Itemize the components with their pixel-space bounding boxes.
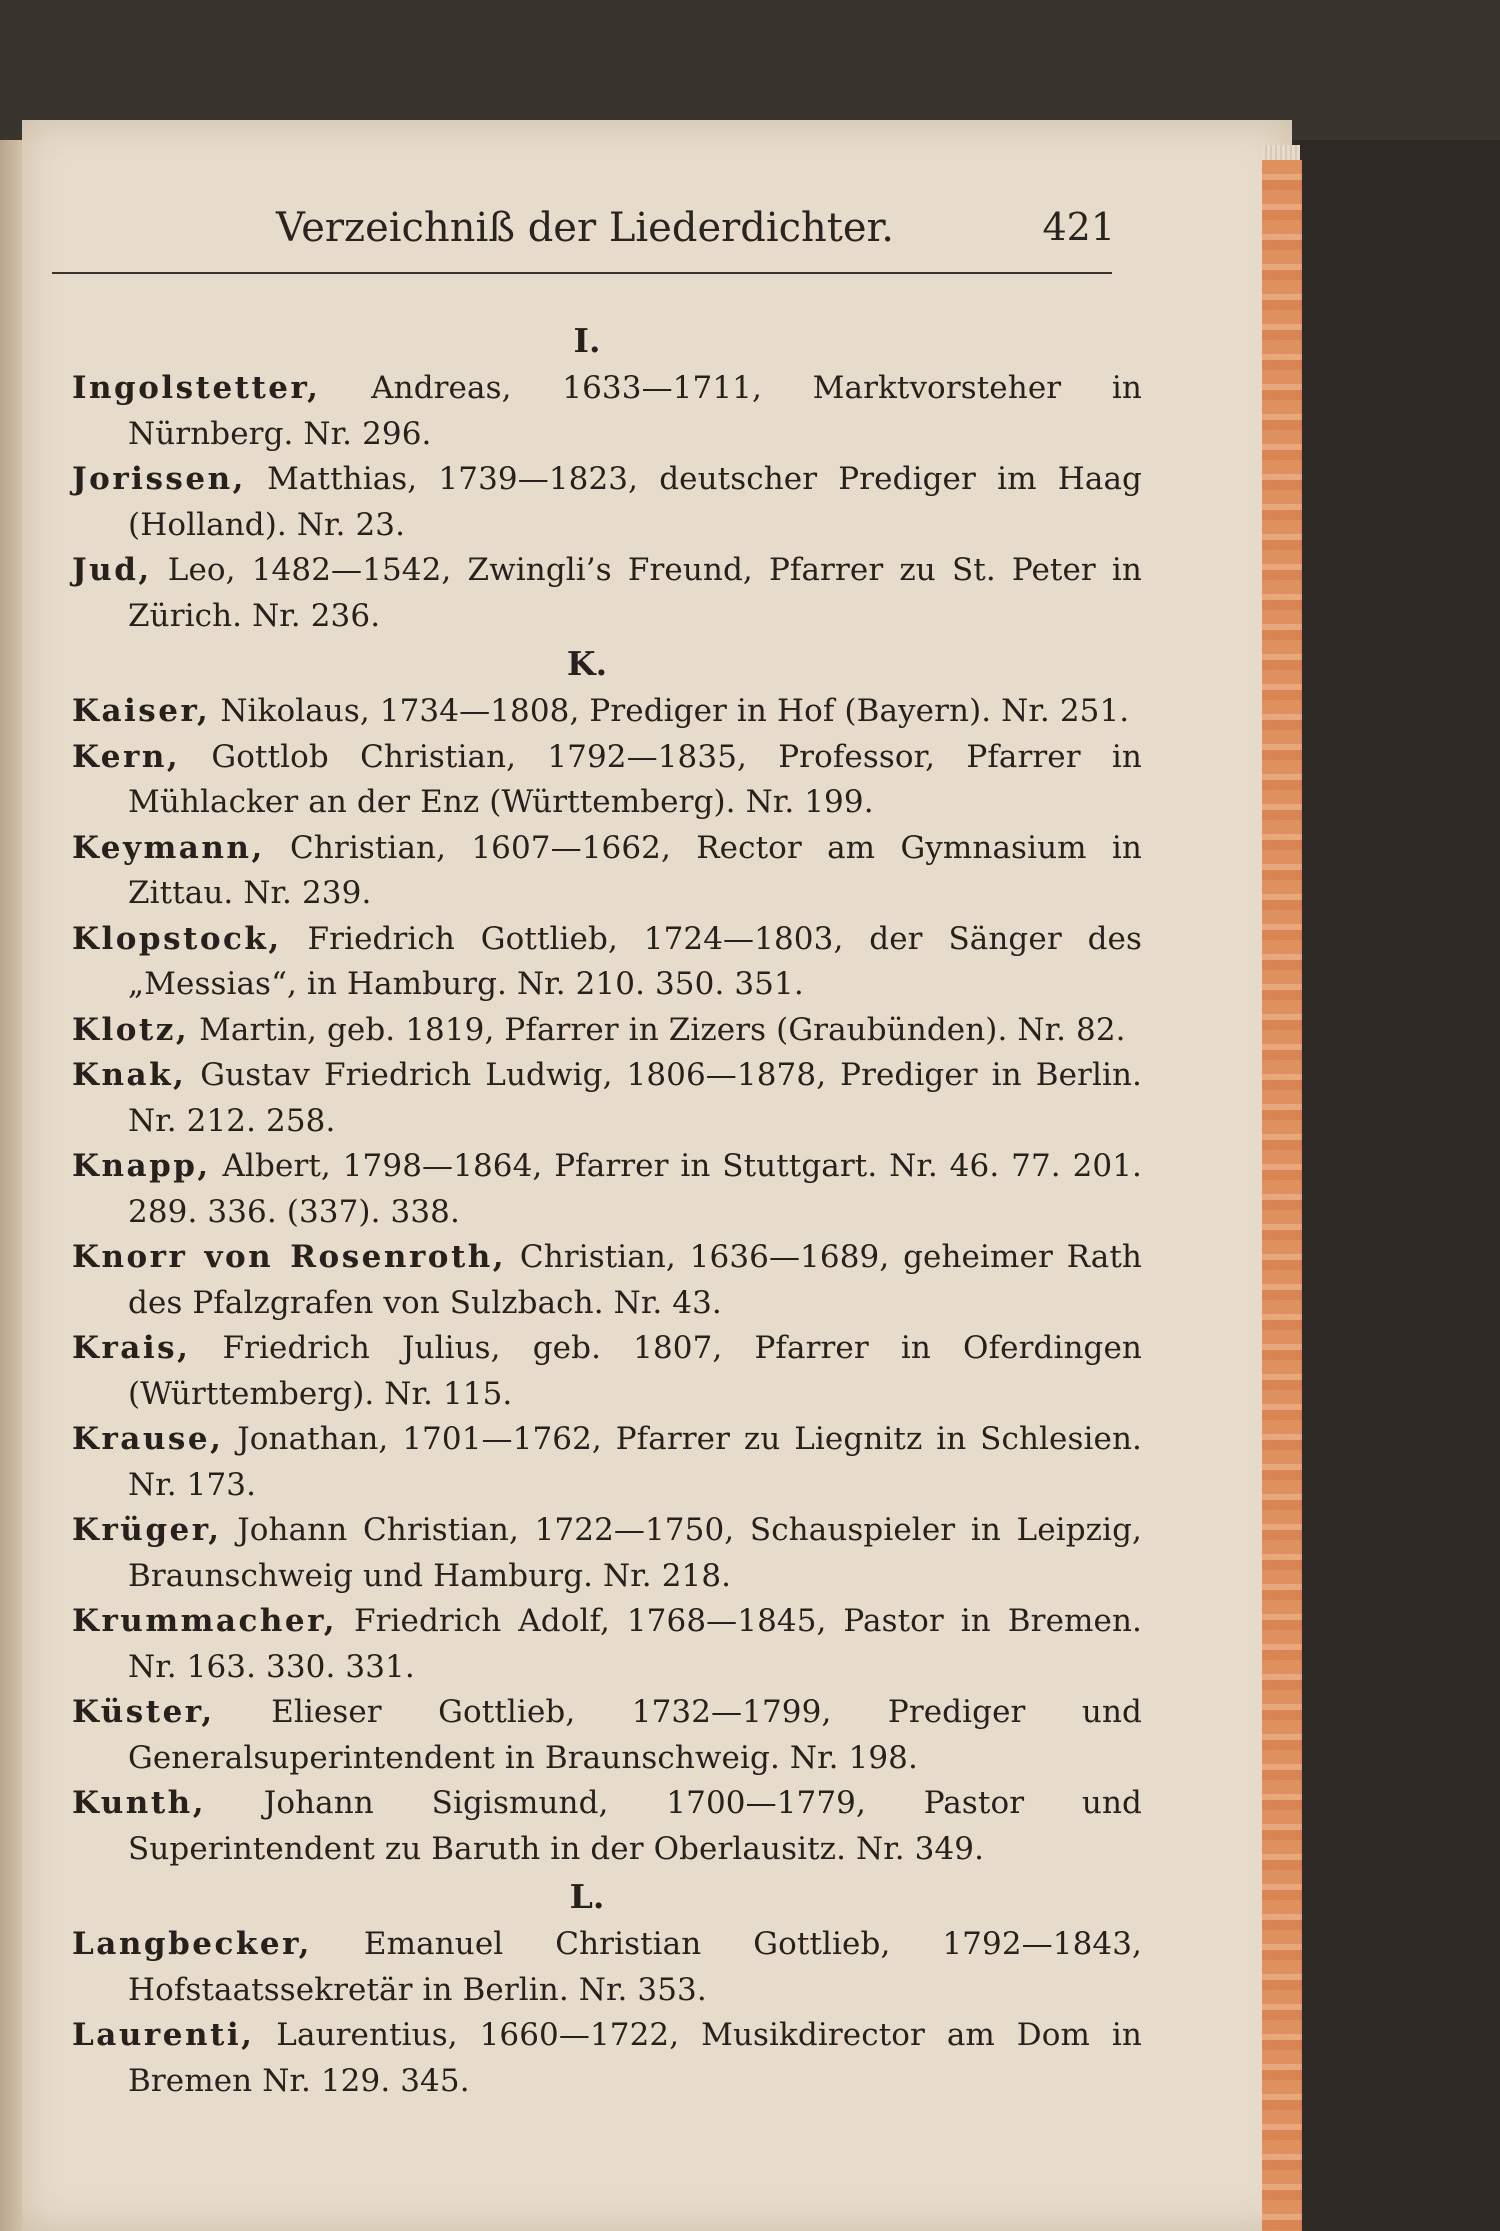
entry-name: Laurenti,: [72, 2017, 255, 2053]
entry-name: Küster,: [72, 1694, 215, 1730]
entry-text: Andreas, 1633—1711, Marktvorsteher in Nürnberg. Nr. 296.: [128, 370, 1142, 452]
entry-text: Gottlob Christian, 1792—1835, Professor, Pfarrer in Mühlacker an der Enz (Württemberg). Nr. 199.: [128, 738, 1142, 820]
index-entry: [72, 735, 1142, 826]
entry-name: Knapp,: [72, 1148, 211, 1184]
section-heading-k: K.: [566, 644, 608, 683]
entry-name: Klotz,: [72, 1011, 190, 1048]
index-entry: [72, 1144, 1142, 1235]
entry-text: Elieser Gottlieb, 1732—1799, Prediger und Generalsuperintendent in Braunschweig. Nr. 198.: [128, 1694, 1142, 1776]
entry-name: Klopstock,: [72, 920, 282, 957]
entry-name: Knorr von Rosenroth,: [72, 1239, 507, 1275]
entry-text: Nikolaus, 1734—1808, Prediger in Hof (Bayern). Nr. 251.: [210, 693, 1130, 729]
entry-name: Kern,: [72, 738, 181, 775]
entry-text: Matthias, 1739—1823, deutscher Prediger im Haag (Holland). Nr. 23.: [128, 461, 1142, 543]
entry-name: Krüger,: [72, 1512, 222, 1548]
entry-text: Johann Christian, 1722—1750, Schauspieler in Leipzig, Braunschweig und Hamburg. Nr. 218.: [128, 1512, 1142, 1594]
index-entry: [72, 1781, 1142, 1872]
entry-name: Krause,: [72, 1421, 224, 1457]
index-entry: [72, 826, 1142, 917]
running-header: [55, 205, 1115, 265]
index-entry: [72, 917, 1142, 1008]
page-number: 421: [1042, 205, 1115, 249]
entry-name: Kaiser,: [72, 693, 211, 729]
index-entry: [72, 1053, 1142, 1144]
entry-name: Krais,: [72, 1330, 191, 1366]
page-title: Verzeichniß der Liederdichter.: [276, 205, 894, 251]
index-content: [72, 316, 1142, 2104]
entry-text: Laurentius, 1660—1722, Musikdirector am Dom in Bremen Nr. 129. 345.: [128, 2017, 1142, 2099]
entry-text: Gustav Friedrich Ludwig, 1806—1878, Prediger in Berlin. Nr. 212. 258.: [128, 1057, 1142, 1139]
entry-name: Langbecker,: [72, 1926, 312, 1962]
entry-text: Friedrich Julius, geb. 1807, Pfarrer in Oferdingen (Württemberg). Nr. 115.: [128, 1330, 1142, 1412]
entry-name: Krummacher,: [72, 1603, 338, 1639]
entry-text: Johann Sigismund, 1700—1779, Pastor und Superintendent zu Baruth in der Oberlausitz. Nr. 349.: [128, 1785, 1142, 1867]
index-entry: [72, 2013, 1142, 2104]
header-rule: [52, 272, 1112, 274]
index-entry: [72, 1922, 1142, 2013]
entry-text: Christian, 1636—1689, geheimer Rath des Pfalzgrafen von Sulzbach. Nr. 43.: [128, 1239, 1142, 1321]
index-entry: [72, 1326, 1142, 1417]
index-entry: [72, 548, 1142, 639]
colored-page-edge: [1262, 160, 1302, 2231]
entry-name: Ingolstetter,: [72, 370, 321, 406]
index-entry: [72, 1008, 1142, 1054]
index-entry: [72, 1235, 1142, 1326]
entry-name: Knak,: [72, 1057, 187, 1093]
index-entry: [72, 1690, 1142, 1781]
entry-text: Christian, 1607—1662, Rector am Gymnasium in Zittau. Nr. 239.: [128, 829, 1142, 911]
entry-text: Jonathan, 1701—1762, Pfarrer zu Liegnitz in Schlesien. Nr. 173.: [128, 1421, 1142, 1503]
entry-text: Albert, 1798—1864, Pfarrer in Stuttgart. Nr. 46. 77. 201. 289. 336. (337). 338.: [128, 1148, 1142, 1230]
index-entry: [72, 689, 1142, 735]
entry-text: Leo, 1482—1542, Zwingli’s Freund, Pfarrer zu St. Peter in Zürich. Nr. 236.: [128, 552, 1142, 634]
book-cover-edge: [0, 0, 1500, 140]
entry-text: Martin, geb. 1819, Pfarrer in Zizers (Graubünden). Nr. 82.: [189, 1011, 1126, 1048]
entry-text: Friedrich Gottlieb, 1724—1803, der Sänger des „Messias“, in Hamburg. Nr. 210. 350. 351.: [128, 920, 1142, 1002]
entry-text: Friedrich Adolf, 1768—1845, Pastor in Bremen. Nr. 163. 330. 331.: [128, 1603, 1142, 1685]
entry-name: Keymann,: [72, 829, 265, 866]
section-heading-l: L.: [569, 1877, 605, 1916]
entry-name: Jorissen,: [72, 461, 246, 497]
index-entry: [72, 1417, 1142, 1508]
entry-name: Kunth,: [72, 1785, 206, 1821]
index-entry: [72, 1508, 1142, 1599]
section-heading-i: I.: [573, 321, 601, 360]
index-entry: [72, 457, 1142, 548]
index-entry: [72, 366, 1142, 457]
entry-name: Jud,: [72, 552, 152, 588]
entry-text: Emanuel Christian Gottlieb, 1792—1843, Hofstaatssekretär in Berlin. Nr. 353.: [128, 1926, 1142, 2008]
index-entry: [72, 1599, 1142, 1690]
